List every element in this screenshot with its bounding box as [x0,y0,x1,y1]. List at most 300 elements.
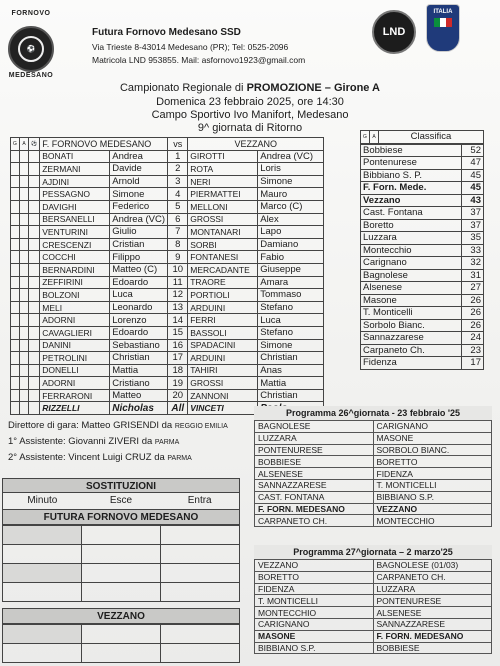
fixture-row [255,444,492,456]
standings-row [361,282,484,295]
mark-cell [29,289,40,302]
mark-cell [29,402,40,415]
mark-cell [29,238,40,251]
home-surname: AJDINI [40,175,110,188]
fixture-home: SANNAZZARESE [255,479,374,491]
away-name: Andrea (VC) [258,150,324,163]
away-team-header: VEZZANO [188,138,324,151]
away-surname: FONTANESI [188,251,258,264]
standings-row [361,307,484,320]
referee-line: Direttore di gara: Matteo GRISENDI da REGGIO EMILIA [8,420,228,431]
fixture-away: BOBBIESE [373,642,492,654]
fixture-away: CARIGNANO [373,421,492,433]
fixture-home: T. MONTICELLI [255,595,374,607]
lineup-row [11,150,324,163]
shirt-number: 2 [168,163,188,176]
fixture-row [255,479,492,491]
away-surname: PIERMATTEI [188,188,258,201]
mark-cell [29,213,40,226]
standings-row [361,219,484,232]
assist-cell [20,213,29,226]
away-name: Alex [258,213,324,226]
standings-points: 26 [462,307,484,320]
standings-row [361,269,484,282]
home-surname: PESSAGNO [40,188,110,201]
lineup-row [11,364,324,377]
shirt-number: 15 [168,326,188,339]
standings-points: 24 [462,332,484,345]
fixture-away: BIBBIANO S.P. [373,491,492,503]
mark-cell [29,339,40,352]
standings-row [361,332,484,345]
fixture-home: ALSENESE [255,468,374,480]
standings-team: Carpaneto Ch. [361,344,462,357]
home-surname: DANINI [40,339,110,352]
fixture-home: BOBBIESE [255,456,374,468]
italia-logo-text: ITALIA [433,9,453,15]
fixture-row [255,515,492,527]
fixture-row [255,571,492,583]
standings-team: Boretto [361,219,462,232]
home-name: Davide [110,163,168,176]
lineup-row [11,163,324,176]
goal-cell [11,364,20,377]
match-date: Domenica 23 febbraio 2025, ore 14:30 [156,96,344,108]
goal-cell [11,276,20,289]
standings-points: 32 [462,257,484,270]
assist-cell [20,263,29,276]
fixture-home: CARIGNANO [255,618,374,630]
home-name: Andrea [110,150,168,163]
standings-points: 33 [462,244,484,257]
lineup-row [11,352,324,365]
away-name: Fabio [258,251,324,264]
home-surname: PETROLINI [40,352,110,365]
away-surname: NERI [188,175,258,188]
away-surname: ROTA [188,163,258,176]
lineup-row [11,314,324,327]
fixture-away: MASONE [373,432,492,444]
col-entra: Entra [187,495,212,506]
fixture-row [255,630,492,642]
home-surname: CRESCENZI [40,238,110,251]
goal-cell [11,238,20,251]
away-name: Amara [258,276,324,289]
shirt-number: 14 [168,314,188,327]
standings-points: 45 [462,182,484,195]
home-name: Matteo (C) [110,263,168,276]
assist-cell [20,389,29,402]
shirt-number: 5 [168,200,188,213]
fixture-row [255,618,492,630]
standings-points: 47 [462,157,484,170]
away-surname: GROSSI [188,377,258,390]
away-name: Simone [258,175,324,188]
lineup-row [11,389,324,402]
fixture-away: LUZZARA [373,583,492,595]
home-name: Luca [110,289,168,302]
standings-team: Bagnolese [361,269,462,282]
away-name: Stefano [258,326,324,339]
goal-cell [11,263,20,276]
fixture-row [255,491,492,503]
club-logo [8,26,54,72]
home-name: Andrea (VC) [110,213,168,226]
away-name: Mattia [258,377,324,390]
away-surname: VINCETI [188,402,258,415]
lineup-row [11,188,324,201]
fixture-away: FIDENZA [373,468,492,480]
schedule-round-27 [254,545,492,654]
fixture-row [255,595,492,607]
assist-cell [20,339,29,352]
lineup-row [11,213,324,226]
home-name: Mattia [110,364,168,377]
fixture-row [255,642,492,654]
substitutions-title: SOSTITUZIONI [2,478,240,493]
assist-col-header: A [20,138,29,151]
shirt-number: 7 [168,226,188,239]
shirt-number: 10 [168,263,188,276]
lineup-row [11,263,324,276]
lineup-row [11,200,324,213]
mark-cell [29,276,40,289]
home-surname: ADORNI [40,377,110,390]
home-name: Federico [110,200,168,213]
shirt-number: 13 [168,301,188,314]
assist-cell [20,364,29,377]
col-esce: Esce [109,495,133,506]
mark-cell [29,175,40,188]
away-name: Giuseppe [258,263,324,276]
standings-row [361,257,484,270]
home-surname: ZEFFIRINI [40,276,110,289]
goal-col-header: G [11,138,20,151]
away-name: Anas [258,364,324,377]
vs-header: vs [168,138,188,151]
home-name: Leonardo [110,301,168,314]
lineup-table [10,137,360,415]
standings-points: 37 [462,207,484,220]
championship-name: PROMOZIONE – Girone A [246,82,381,94]
logo-left-bottom-text: MEDESANO [8,72,54,79]
standings-row [361,294,484,307]
assist-cell [20,276,29,289]
lineup-row [11,326,324,339]
goal-cell [11,213,20,226]
standings-team: F. Forn. Mede. [361,182,462,195]
standings-team: Montecchio [361,244,462,257]
lnd-logo: LND [372,10,416,54]
goal-cell [11,326,20,339]
lineup-header-row [11,138,324,151]
standings-team: Pontenurese [361,157,462,170]
fixture-home: FIDENZA [255,583,374,595]
goal-cell [11,251,20,264]
goal-cell [11,402,20,415]
lineup-row [11,377,324,390]
lineup-row [11,301,324,314]
away-name: Mauro [258,188,324,201]
lineup-row [11,251,324,264]
shirt-number: 17 [168,352,188,365]
standings-points: 52 [462,144,484,157]
home-name: Cristian [110,238,168,251]
standings-row [361,169,484,182]
away-name: Stefano [258,301,324,314]
standings-row [361,344,484,357]
mark-cell [29,377,40,390]
standings-team: Luzzara [361,232,462,245]
standings-team: T. Monticelli [361,307,462,320]
home-surname: FERRARONI [40,389,110,402]
goal-cell [11,289,20,302]
assist-cell [20,301,29,314]
fixture-away: CARPANETO CH. [373,571,492,583]
fixture-home: BIBBIANO S.P. [255,642,374,654]
home-name: Simone [110,188,168,201]
home-name: Edoardo [110,276,168,289]
standings-points: 45 [462,169,484,182]
mark-cell [29,352,40,365]
mark-cell [29,263,40,276]
home-surname: MELI [40,301,110,314]
assist-col-header-2: A [370,131,379,144]
away-name: Loris [258,163,324,176]
home-surname: RIZZELLI [40,402,110,415]
away-name: Luca [258,314,324,327]
fixture-home: PONTENURESE [255,444,374,456]
assist-cell [20,163,29,176]
away-name: Christian [258,389,324,402]
club-address: Via Trieste 8-43014 Medesano (PR); Tel: 0525-2096 [92,42,289,52]
lineup-row [11,175,324,188]
standings-row [361,319,484,332]
club-matricola: Matricola LND 953855. Mail: asfornovo1923@gmail.com [92,55,306,65]
away-surname: FERRI [188,314,258,327]
shirt-number: 4 [168,188,188,201]
fixture-row [255,456,492,468]
assist-cell [20,238,29,251]
shirt-number: 12 [168,289,188,302]
shirt-number: 11 [168,276,188,289]
ball-icon: ⚽ [29,138,40,151]
standings-table [360,130,484,370]
away-surname: TRAORE [188,276,258,289]
standings-team: Bobbiese [361,144,462,157]
standings-row [361,182,484,195]
standings-row [361,207,484,220]
assist-cell [20,150,29,163]
standings-points: 35 [462,232,484,245]
match-venue: Campo Sportivo Ivo Manifort, Medesano [151,109,349,121]
assist-cell [20,226,29,239]
assist-cell [20,402,29,415]
fixture-home: MASONE [255,630,374,642]
officials-box [8,418,248,466]
home-name: Giulio [110,226,168,239]
assist-cell [20,377,29,390]
home-name: Lorenzo [110,314,168,327]
standings-row [361,194,484,207]
standings-team: Carignano [361,257,462,270]
substitutions-away-grid [2,624,240,663]
goal-cell [11,150,20,163]
championship-prefix: Campionato Regionale di [119,82,247,94]
fixture-home: F. FORN. MEDESANO [255,503,374,515]
fixture-home: CARPANETO CH. [255,515,374,527]
mark-cell [29,150,40,163]
assist-cell [20,314,29,327]
assist-cell [20,175,29,188]
fixture-home: MONTECCHIO [255,607,374,619]
goal-cell [11,389,20,402]
away-name: Marco (C) [258,200,324,213]
championship-title [0,82,500,94]
substitutions-box [2,478,240,663]
standings-row [361,232,484,245]
away-surname: MONTANARI [188,226,258,239]
mark-cell [29,389,40,402]
home-team-header: F. FORNOVO MEDESANO [40,138,168,151]
standings-row [361,157,484,170]
away-surname: GROSSI [188,213,258,226]
fixture-row [255,432,492,444]
goal-cell [11,188,20,201]
substitutions-columns [2,493,240,509]
fixture-away: MONTECCHIO [373,515,492,527]
standings-row [361,357,484,370]
home-name: Matteo [110,389,168,402]
fixture-row [255,607,492,619]
away-name: Tommaso [258,289,324,302]
away-name: Damiano [258,238,324,251]
away-surname: ZANNONI [188,389,258,402]
standings-team: Fidenza [361,357,462,370]
shirt-number: 19 [168,377,188,390]
away-surname: PORTIOLI [188,289,258,302]
fixture-home: LUZZARA [255,432,374,444]
lineup-row [11,276,324,289]
mark-cell [29,163,40,176]
italia-logo [426,4,460,52]
away-surname: TAHIRI [188,364,258,377]
fixture-row [255,468,492,480]
schedule-round-26 [254,406,492,527]
standings-team: Sorbolo Bianc. [361,319,462,332]
standings-row [361,144,484,157]
fixture-away: ALSENESE [373,607,492,619]
standings-points: 37 [462,219,484,232]
home-name: Christian [110,352,168,365]
col-minuto: Minuto [27,495,58,506]
away-surname: SPADACINI [188,339,258,352]
away-name: Lapo [258,226,324,239]
home-surname: VENTURINI [40,226,110,239]
substitutions-home-grid [2,525,240,602]
away-surname: MELLONI [188,200,258,213]
standings-title: Classifica [379,131,484,144]
standings-team: Bibbiano S. P. [361,169,462,182]
mark-cell [29,188,40,201]
standings-points: 26 [462,294,484,307]
home-name: Cristiano [110,377,168,390]
away-name: Simone [258,339,324,352]
lineup-row [11,339,324,352]
mark-cell [29,364,40,377]
home-name: Sebastiano [110,339,168,352]
shirt-number: 20 [168,389,188,402]
standings-team: Vezzano [361,194,462,207]
shirt-number: 3 [168,175,188,188]
fixture-home: BORETTO [255,571,374,583]
goal-cell [11,339,20,352]
home-surname: DONELLI [40,364,110,377]
fixture-away: SANNAZZARESE [373,618,492,630]
fixture-away: VEZZANO [373,503,492,515]
home-surname: BERSANELLI [40,213,110,226]
standings-team: Masone [361,294,462,307]
lineup-row [11,226,324,239]
mark-cell [29,226,40,239]
fixture-row [255,560,492,572]
assist-cell [20,289,29,302]
assist-cell [20,352,29,365]
home-name: Edoardo [110,326,168,339]
away-surname: ARDUINI [188,301,258,314]
fixture-home: BAGNOLESE [255,421,374,433]
mark-cell [29,326,40,339]
goal-cell [11,377,20,390]
fixture-away: T. MONTICELLI [373,479,492,491]
standings-points: 43 [462,194,484,207]
home-surname: DAVIGHI [40,200,110,213]
fixture-away: BAGNOLESE (01/03) [373,560,492,572]
fixture-away: PONTENURESE [373,595,492,607]
match-round: 9^ giornata di Ritorno [197,122,303,134]
standings-points: 23 [462,344,484,357]
mark-cell [29,251,40,264]
home-surname: ADORNI [40,314,110,327]
standings-team: Cast. Fontana [361,207,462,220]
club-name: Futura Fornovo Medesano SSD [92,27,241,38]
mark-cell [29,314,40,327]
fixture-row [255,503,492,515]
standings-points: 26 [462,319,484,332]
shirt-number: 9 [168,251,188,264]
home-name: Nicholas [110,402,168,415]
shirt-number: 1 [168,150,188,163]
home-surname: BERNARDINI [40,263,110,276]
fixture-away: BORETTO [373,456,492,468]
mark-cell [29,200,40,213]
away-surname: BASSOLI [188,326,258,339]
goal-cell [11,200,20,213]
goal-cell [11,163,20,176]
standings-points: 17 [462,357,484,370]
shirt-number: 16 [168,339,188,352]
goal-cell [11,226,20,239]
fixture-row [255,583,492,595]
club-crest-icon: ⚽ [18,36,44,62]
fixture-away: F. FORN. MEDESANO [373,630,492,642]
lineup-row [11,238,324,251]
home-surname: BONATI [40,150,110,163]
away-surname: MERCADANTE [188,263,258,276]
standings-points: 31 [462,269,484,282]
away-surname: SORBI [188,238,258,251]
goal-col-header-2: G [361,131,370,144]
